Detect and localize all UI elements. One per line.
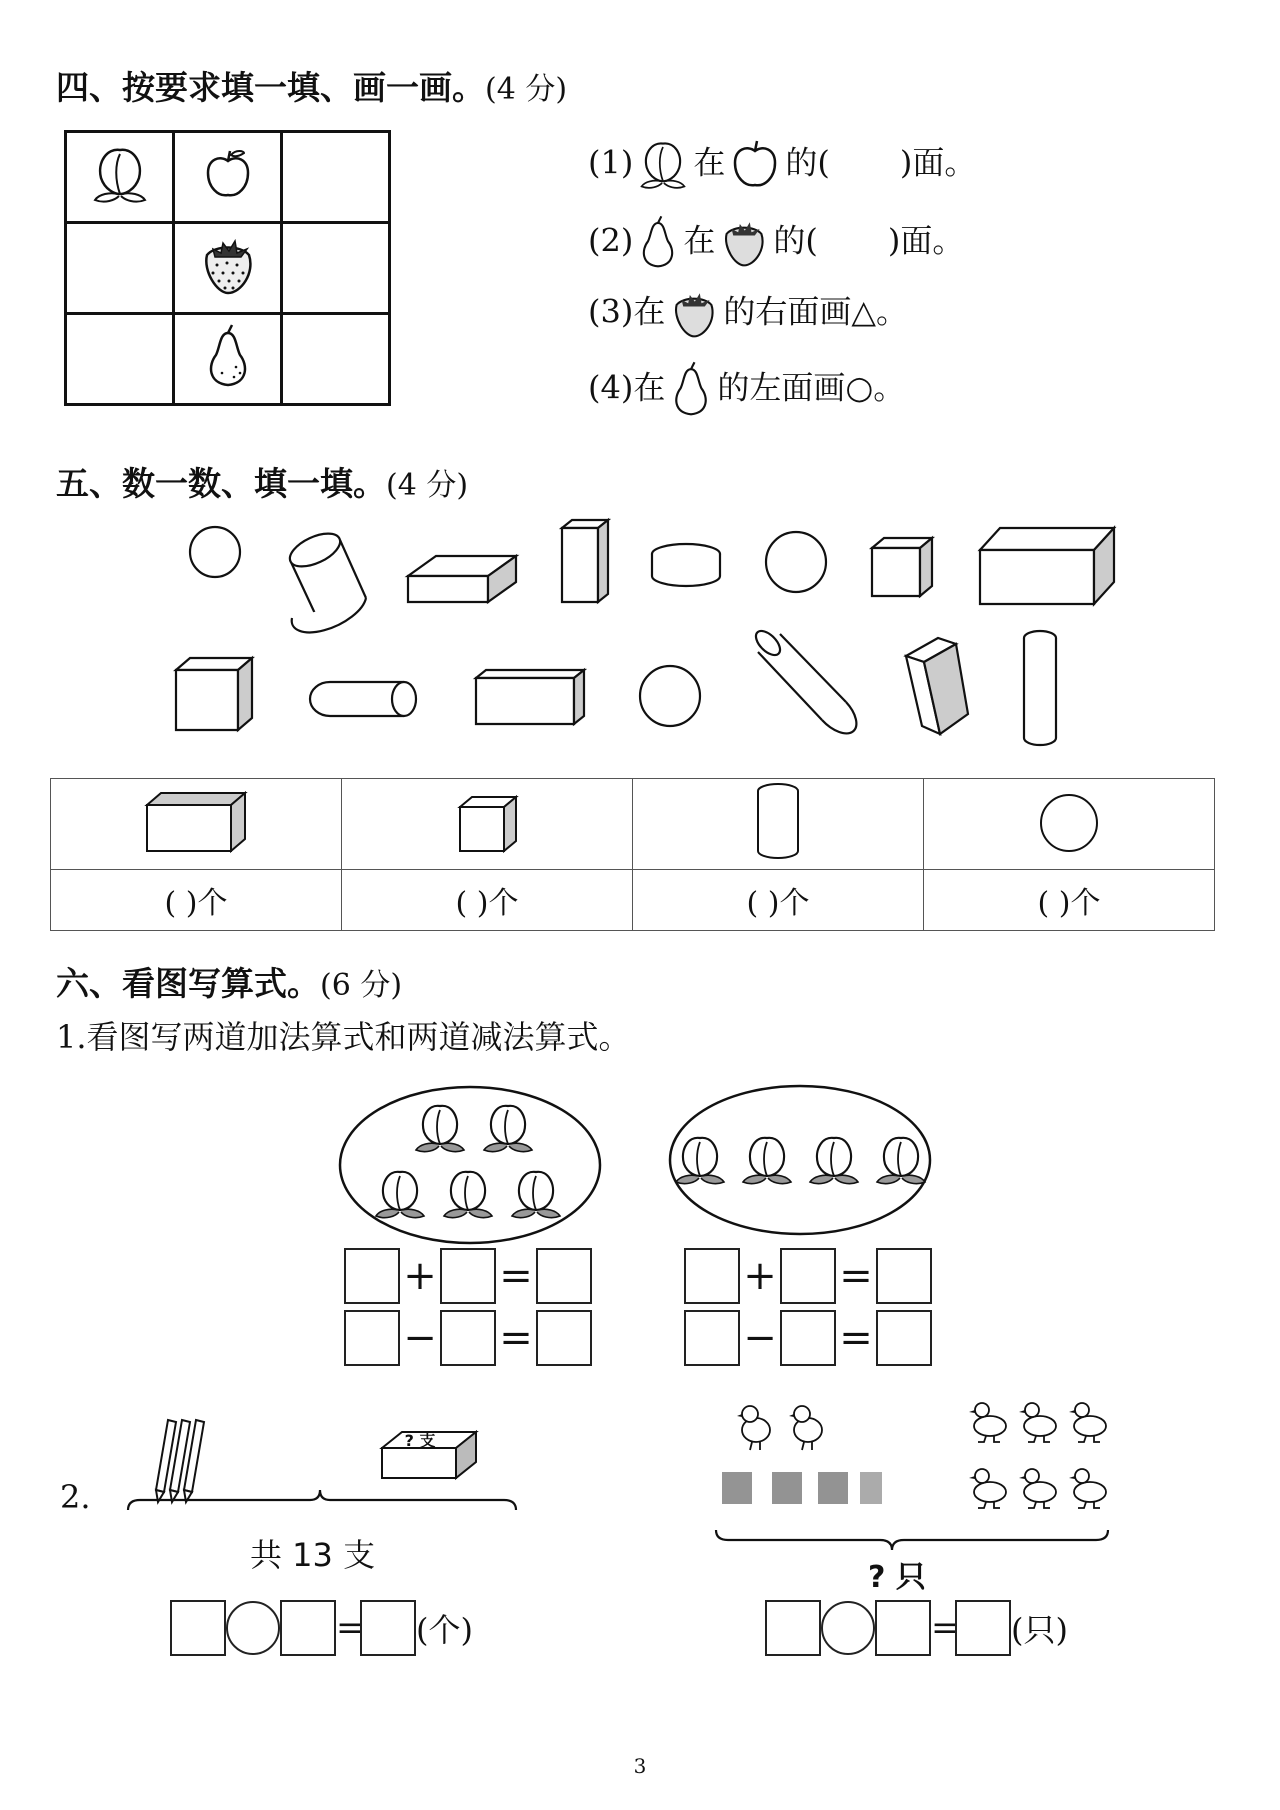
- peaches-illustration: [330, 1080, 970, 1260]
- equals-sign: =: [931, 1608, 960, 1648]
- solids-illustration: [0, 510, 1280, 760]
- section4-title: 四、按要求填一填、画一画。: [56, 68, 485, 107]
- answer-box[interactable]: [780, 1310, 836, 1366]
- q4-text-a: 在: [633, 368, 666, 407]
- right-equations: [684, 1248, 932, 1372]
- q2-number: (2): [588, 221, 634, 260]
- section5-title: 五、数一数、填一填。: [56, 464, 386, 503]
- strawberry-icon: [715, 214, 773, 272]
- duck-equation: [765, 1600, 1068, 1656]
- pear-icon: [198, 321, 258, 393]
- section6-title: 六、看图写算式。: [56, 964, 320, 1003]
- grid-cell-apple: [174, 132, 282, 223]
- count-sphere[interactable]: ( )个: [924, 870, 1215, 931]
- shape-count-table: [50, 778, 1215, 931]
- pencils-illustration: [120, 1400, 540, 1530]
- sphere-shape-1: [190, 527, 240, 577]
- cylinder-shape-disc: [652, 544, 720, 586]
- page-number: 3: [633, 1754, 647, 1778]
- count-cube[interactable]: ( )个: [342, 870, 633, 931]
- section5-points: (4 分): [386, 468, 469, 503]
- strawberry-icon: [193, 231, 263, 301]
- equals-sign: =: [499, 1253, 533, 1299]
- left-peach-group: [376, 1106, 560, 1218]
- answer-box[interactable]: [684, 1310, 740, 1366]
- duck-question: ? 只: [868, 1560, 926, 1595]
- header-cuboid: [51, 779, 342, 870]
- grid-cell-strawberry: [174, 223, 282, 314]
- q2-text-b: 的(: [773, 221, 818, 260]
- grid-cell-empty[interactable]: [282, 314, 390, 405]
- duck-unit: (只): [1011, 1611, 1068, 1649]
- operator-circle[interactable]: [226, 1601, 280, 1655]
- answer-box[interactable]: [536, 1310, 592, 1366]
- answer-box[interactable]: [684, 1248, 740, 1304]
- q3-text-a: 在: [633, 292, 666, 331]
- section6-points: (6 分): [320, 968, 403, 1003]
- cube-shape-2: [176, 658, 252, 730]
- grid-cell-empty[interactable]: [282, 223, 390, 314]
- answer-box[interactable]: [360, 1600, 416, 1656]
- answer-box[interactable]: [780, 1248, 836, 1304]
- answer-box[interactable]: [344, 1248, 400, 1304]
- bird-brace: [716, 1530, 1108, 1550]
- q4-text-b: 的左面画○。: [717, 368, 906, 407]
- section5-heading: [56, 458, 468, 505]
- q4-number: (4): [588, 368, 634, 407]
- section4-heading: [56, 62, 567, 109]
- equals-sign: =: [336, 1608, 365, 1648]
- answer-box[interactable]: [955, 1600, 1011, 1656]
- apple-icon: [725, 135, 785, 195]
- grid-cell-peach: [66, 132, 174, 223]
- cylinder-shape-upright: [1024, 631, 1056, 745]
- cuboid-shape-tall: [562, 520, 608, 602]
- peach-icon: [85, 140, 155, 210]
- fruit-grid: [64, 130, 391, 406]
- plus-sign: +: [743, 1253, 777, 1299]
- q1-number: (1): [588, 143, 634, 182]
- q1-text-a: 在: [693, 143, 726, 182]
- answer-box[interactable]: [170, 1600, 226, 1656]
- right-group-ellipse: [670, 1086, 930, 1234]
- cube-icon: [452, 787, 522, 857]
- equals-sign: =: [839, 1315, 873, 1361]
- minus-sign: −: [403, 1315, 437, 1361]
- pencil-equation: [170, 1600, 473, 1656]
- header-cylinder: [633, 779, 924, 870]
- answer-box[interactable]: [765, 1600, 821, 1656]
- header-sphere: [924, 779, 1215, 870]
- sphere-icon: [1034, 787, 1104, 857]
- duck-group: [969, 1403, 1106, 1508]
- answer-box[interactable]: [876, 1310, 932, 1366]
- section4-q1: [588, 135, 976, 195]
- answer-box[interactable]: [440, 1248, 496, 1304]
- q2-text-a: 在: [683, 221, 716, 260]
- operator-circle[interactable]: [821, 1601, 875, 1655]
- right-peach-group: [676, 1138, 925, 1184]
- cylinder-icon: [748, 781, 808, 863]
- count-cuboid[interactable]: ( )个: [51, 870, 342, 931]
- pencil-icons: [156, 1420, 204, 1502]
- apple-icon: [198, 145, 258, 205]
- grid-cell-empty[interactable]: [66, 223, 174, 314]
- section6-q2-number: 2.: [60, 1478, 91, 1516]
- answer-box[interactable]: [875, 1600, 931, 1656]
- section4-q3: [588, 285, 908, 343]
- section4-q2: [588, 210, 964, 276]
- left-equations: [344, 1248, 592, 1372]
- q2-text-c: )面。: [887, 221, 965, 260]
- cylinder-shape-horizontal: [310, 682, 416, 716]
- q3-text-b: 的右面画△。: [723, 292, 908, 331]
- header-cube: [342, 779, 633, 870]
- sphere-shape-3: [640, 666, 700, 726]
- pear-icon: [665, 355, 717, 425]
- pencils-total: 共 13 支: [250, 1536, 376, 1574]
- section6-q1: 1.看图写两道加法算式和两道减法算式。: [56, 1018, 631, 1056]
- pear-icon: [633, 210, 683, 276]
- equals-sign: =: [499, 1315, 533, 1361]
- cuboid-shape-tilted: [906, 638, 968, 734]
- equals-sign: =: [839, 1253, 873, 1299]
- cuboid-shape-large: [980, 528, 1114, 604]
- blurred-chicks: [722, 1472, 882, 1504]
- cylinder-shape-tilted: [285, 527, 366, 633]
- minus-sign: −: [743, 1315, 777, 1361]
- sphere-shape-2: [766, 532, 826, 592]
- cylinder-shape-diagonal: [752, 627, 857, 734]
- peach-icon: [633, 135, 693, 195]
- chick-group: [722, 1406, 882, 1504]
- q1-text-c: )面。: [899, 143, 977, 182]
- left-subtraction-row: [344, 1310, 592, 1372]
- grid-cell-empty[interactable]: [282, 132, 390, 223]
- left-group-ellipse: [340, 1087, 600, 1243]
- answer-box[interactable]: [280, 1600, 336, 1656]
- answer-box[interactable]: [344, 1310, 400, 1366]
- pencil-unit: (个): [416, 1611, 473, 1649]
- answer-box[interactable]: [440, 1310, 496, 1366]
- box-label: ? 支: [404, 1431, 436, 1450]
- answer-box[interactable]: [536, 1248, 592, 1304]
- right-subtraction-row: [684, 1310, 932, 1372]
- answer-box[interactable]: [876, 1248, 932, 1304]
- section4-q4: [588, 355, 905, 425]
- strawberry-icon: [665, 285, 723, 343]
- section4-points: (4 分): [485, 72, 568, 107]
- cube-shape-1: [872, 538, 932, 596]
- grid-cell-pear: [174, 314, 282, 405]
- section6-heading: [56, 958, 402, 1005]
- cuboid-shape-long: [476, 670, 584, 724]
- q3-number: (3): [588, 292, 634, 331]
- plus-sign: +: [403, 1253, 437, 1299]
- right-addition-row: [684, 1248, 932, 1310]
- q1-text-b: 的(: [785, 143, 830, 182]
- count-cylinder[interactable]: ( )个: [633, 870, 924, 931]
- left-addition-row: [344, 1248, 592, 1310]
- grid-cell-empty[interactable]: [66, 314, 174, 405]
- birds-illustration: [700, 1380, 1140, 1550]
- cuboid-icon: [141, 787, 251, 857]
